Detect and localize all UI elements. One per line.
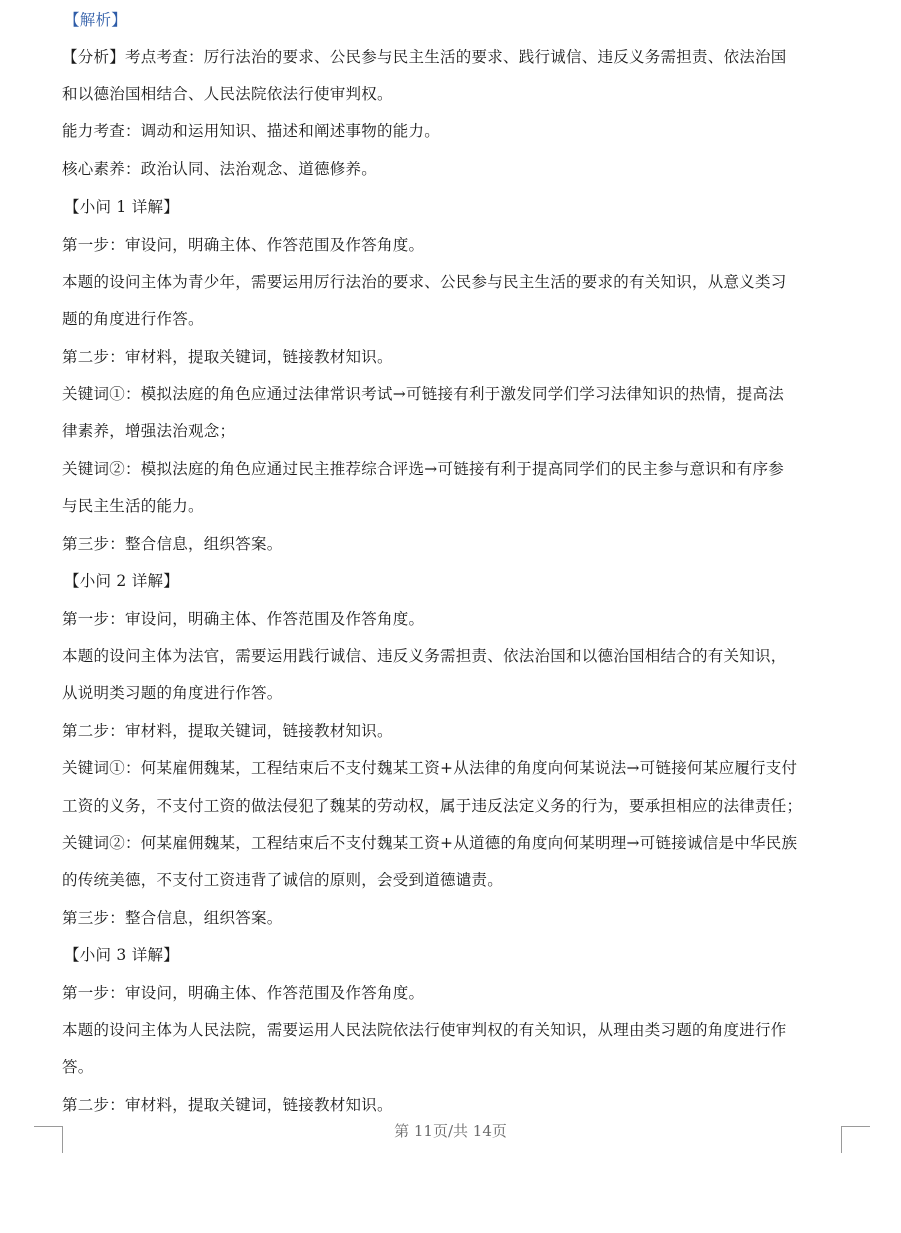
text-line: 关键词①：模拟法庭的角色应通过法律常识考试→可链接有利于激发同学们学习法律知识的热情，提高法 bbox=[62, 385, 784, 403]
text-line: 第二步：审材料，提取关键词，链接教材知识。 bbox=[62, 348, 393, 366]
text-line: 的传统美德，不支付工资违背了诚信的原则，会受到道德谴责。 bbox=[62, 871, 504, 889]
text-line: 关键词②：何某雇佣魏某，工程结束后不支付魏某工资+从道德的角度向何某明理→可链接诚信是中华民族 bbox=[62, 834, 798, 852]
text-line: 本题的设问主体为青少年，需要运用厉行法治的要求、公民参与民主生活的要求的有关知识，从意义类习 bbox=[62, 273, 787, 291]
text-line: 第三步：整合信息，组织答案。 bbox=[62, 909, 283, 927]
text-line: 能力考查：调动和运用知识、描述和阐述事物的能力。 bbox=[62, 122, 441, 140]
section-heading: 【解析】 bbox=[64, 11, 128, 29]
text-line: 本题的设问主体为法官，需要运用践行诚信、违反义务需担责、依法治国和以德治国相结合的有关知识， bbox=[62, 647, 787, 665]
text-line: 从说明类习题的角度进行作答。 bbox=[62, 684, 283, 702]
text-line: 第一步：审设问，明确主体、作答范围及作答角度。 bbox=[62, 610, 425, 628]
text-line: 【分析】考点考查：厉行法治的要求、公民参与民主生活的要求、践行诚信、违反义务需担责、依法治国 bbox=[62, 48, 787, 66]
text-line: 第一步：审设问，明确主体、作答范围及作答角度。 bbox=[62, 984, 425, 1002]
text-line: 关键词②：模拟法庭的角色应通过民主推荐综合评选→可链接有利于提高同学们的民主参与意识和有序参 bbox=[62, 460, 784, 478]
text-line: 第二步：审材料，提取关键词，链接教材知识。 bbox=[62, 722, 393, 740]
text-line: 答。 bbox=[62, 1058, 94, 1076]
text-line: 核心素养：政治认同、法治观念、道德修养。 bbox=[62, 160, 378, 178]
section-heading: 【小问 3 详解】 bbox=[64, 946, 179, 964]
section-heading: 【小问 2 详解】 bbox=[64, 572, 179, 590]
text-line: 本题的设问主体为人民法院，需要运用人民法院依法行使审判权的有关知识，从理由类习题的角度进行作 bbox=[62, 1021, 787, 1039]
text-line: 关键词①：何某雇佣魏某，工程结束后不支付魏某工资+从法律的角度向何某说法→可链接何某应履行支付 bbox=[62, 759, 798, 777]
text-line: 题的角度进行作答。 bbox=[62, 310, 204, 328]
text-line: 与民主生活的能力。 bbox=[62, 497, 204, 515]
crop-mark-right bbox=[841, 1126, 870, 1153]
section-heading: 【小问 1 详解】 bbox=[64, 198, 179, 216]
text-line: 和以德治国相结合、人民法院依法行使审判权。 bbox=[62, 85, 393, 103]
text-line: 第三步：整合信息，组织答案。 bbox=[62, 535, 283, 553]
text-line: 工资的义务，不支付工资的做法侵犯了魏某的劳动权，属于违反法定义务的行为，要承担相应的法律责任； bbox=[62, 797, 803, 815]
text-line: 第二步：审材料，提取关键词，链接教材知识。 bbox=[62, 1096, 393, 1114]
text-line: 律素养，增强法治观念； bbox=[62, 422, 236, 440]
text-line: 第一步：审设问，明确主体、作答范围及作答角度。 bbox=[62, 236, 425, 254]
crop-mark-left bbox=[34, 1126, 63, 1153]
page-footer: 第 11页/共 14页 bbox=[394, 1122, 507, 1140]
